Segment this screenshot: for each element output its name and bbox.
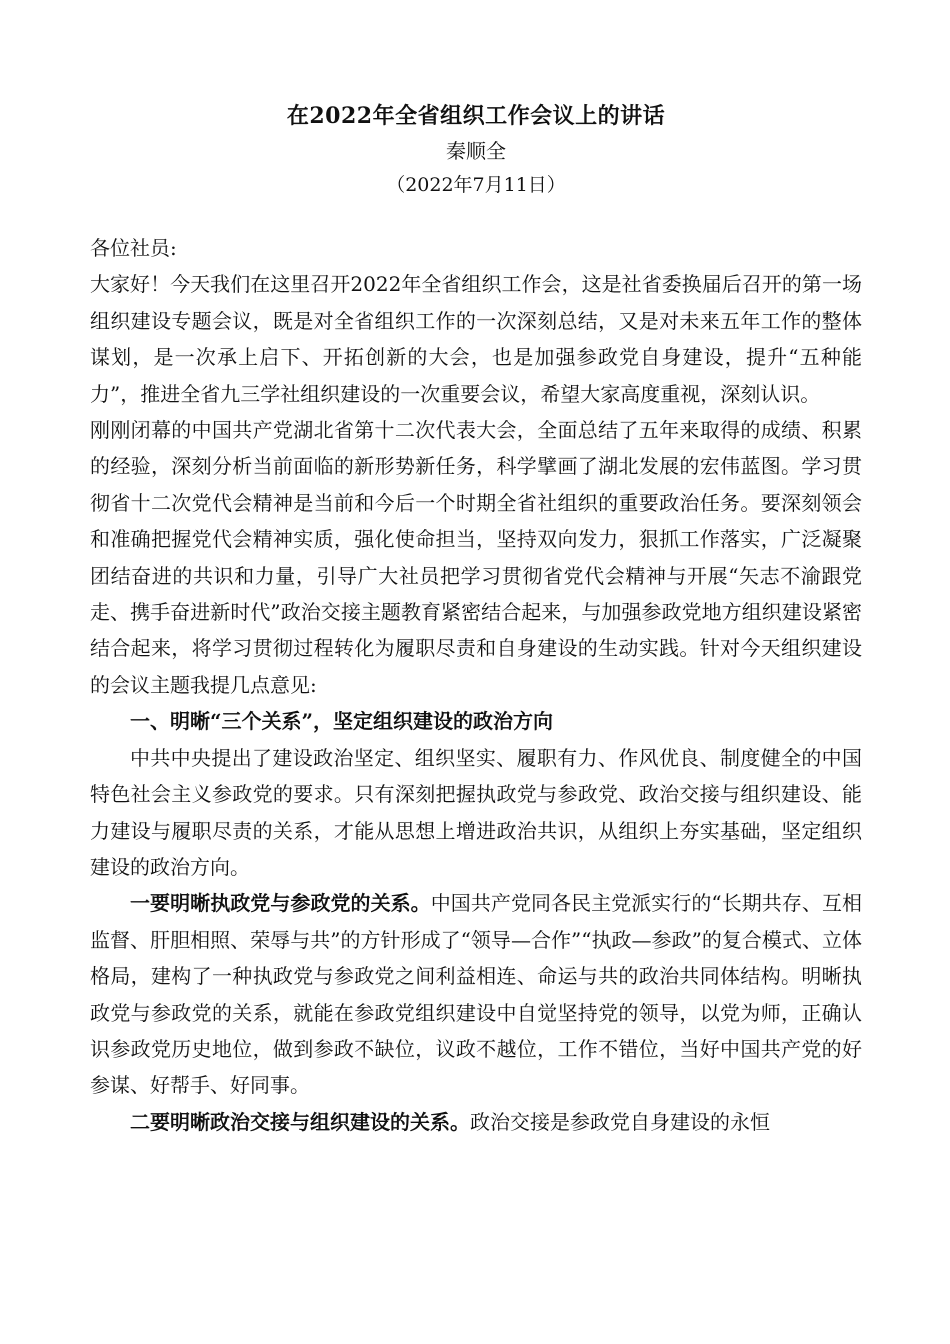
paragraph: 大家好！今天我们在这里召开2022年全省组织工作会，这是社省委换届后召开的第一场组织建设专题会议，既是对全省组织工作的一次深刻总结，又是对未来五年工作的整体谋划，是一次承上启下、开拓创新的大会，也是加强参政党自身建设，提升“五种能力”，推进全省九三学社组织建设的一次重要会议，希望大家高度重视，深刻认识。: [90, 272, 862, 406]
paragraph: 刚刚闭幕的中国共产党湖北省第十二次代表大会，全面总结了五年来取得的成绩、积累的经验，深刻分析当前面临的新形势新任务，科学擘画了湖北发展的宏伟蓝图。学习贯彻省十二次党代会精神是当前和今后一个时期全省社组织的重要政治任务。要深刻领会和准确把握党代会精神实质，强化使命担当，坚持双向发力，狠抓工作落实，广泛凝聚团结奋进的共识和力量，引导广大社员把学习贯彻省党代会精神与开展“矢志不渝跟党走、携手奋进新时代”政治交接主题教育紧密结合起来，与加强参政党地方组织建设紧密结合起来，将学习贯彻过程转化为履职尽责和自身建设的生动实践。针对今天组织建设的会议主题我提几点意见:: [90, 418, 862, 697]
document-author: 秦顺全: [446, 139, 506, 163]
document-title: 在2022年全省组织工作会议上的讲话: [286, 103, 666, 129]
point-text: 中国共产党同各民主党派实行的“长期共存、互相监督、肝胆相照、荣辱与共”的方针形成了“领导—合作”“执政—参政”的复合模式、立体格局，建构了一种执政党与参政党之间利益相连、命运与共的政治共同体结构。明晰执政党与参政党的关系，就能在参政党组织建设中自觉坚持党的领导，以党为师，正确认识参政党历史地位，做到参政不缺位，议政不越位，工作不错位，当好中国共产党的好参谋、好帮手、好同事。: [90, 891, 863, 1098]
document-page: [90, 98, 862, 1140]
paragraph: [90, 885, 862, 1103]
section-heading: 一、明晰“三个关系”，坚定组织建设的政治方向: [130, 709, 554, 734]
document-body: [90, 230, 862, 1140]
point-lead: 一要明晰执政党与参政党的关系。: [130, 891, 431, 916]
paragraph: 中共中央提出了建设政治坚定、组织坚实、履职有力、作风优良、制度健全的中国特色社会主义参政党的要求。只有深刻把握执政党与参政党、政治交接与组织建设、能力建设与履职尽责的关系，才能从思想上增进政治共识，从组织上夯实基础，坚定组织建设的政治方向。: [90, 745, 862, 879]
point-text: 政治交接是参政党自身建设的永恒: [470, 1109, 770, 1134]
salutation: 各位社员:: [90, 236, 177, 260]
document-date: （2022年7月11日）: [386, 174, 566, 196]
paragraph: [90, 1104, 862, 1140]
point-lead: 二要明晰政治交接与组织建设的关系。: [130, 1109, 470, 1134]
